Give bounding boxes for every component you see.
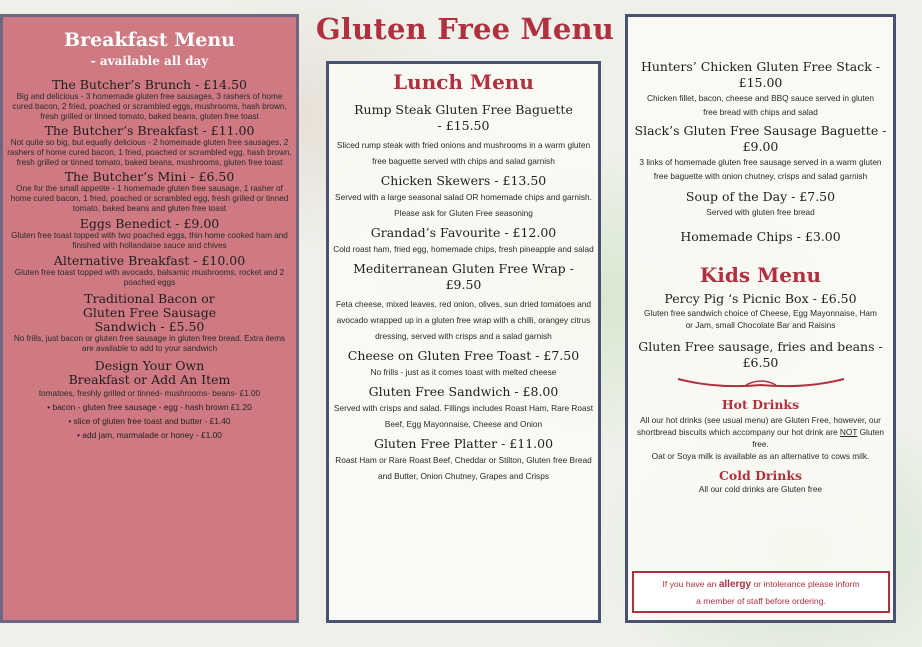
cold-drinks-text: All our cold drinks are Gluten free [698,484,823,494]
breakfast-panel [0,14,299,623]
hot-drinks-text-3: Oat or Soya milk is available as an alternative to cows milk. [651,451,870,461]
menu-item [329,102,598,169]
item-name: Alternative Breakfast - £10.00 [53,253,246,268]
menu-item [3,78,296,122]
item-desc: Big and delicious - 3 homemade gluten free sausages, 3 rashers of home cured bacon, 2 fried, poached or scrambled eggs, mushrooms, hash brown, fresh grilled or tinned tomato, baked beans, gluten free toast [12,92,287,121]
hot-drinks-not: NOT [839,427,858,437]
item-desc: Feta cheese, mixed leaves, red onion, olives, sun dried tomatoes and avocado wrapped up in a gluten free wrap with a chilli, orangey citrus dressing, served with crisps and a salad garnish [335,299,592,341]
item-name: Cheese on Gluten Free Toast - £7.50 [347,348,580,363]
menu-item [3,170,296,214]
cold-drinks-heading: Cold Drinks [718,468,803,483]
item-name: Homemade Chips - £3.00 [680,229,841,244]
menu-item [329,436,598,484]
item-name: Gluten Free Platter - £11.00 [373,436,554,451]
menu-item [3,124,296,168]
item-name: The Butcher’s Mini - £6.50 [64,169,235,184]
allergy-text-2: or intolerance please inform [753,579,860,589]
item-name: Design Your Own Breakfast or Add An Item [68,358,231,387]
item-name: Traditional Bacon or Gluten Free Sausage Sandwich - £5.50 [82,291,217,334]
decorative-swirl [676,375,846,391]
breakfast-heading: Breakfast Menu [64,29,235,51]
lunch-heading: Lunch Menu [393,70,534,94]
menu-item [628,123,893,183]
item-name: Rump Steak Gluten Free Baguette - £15.50 [354,102,573,133]
menu-item [3,292,296,354]
item-desc: No frills, just bacon or gluten free sausage in gluten free bread. Extra items are available to add to your sandwich [13,334,286,353]
hot-drinks-heading: Hot Drinks [721,397,800,412]
allergy-text-3: a member of staff before ordering. [696,596,826,606]
item-name: The Butcher’s Brunch - £14.50 [51,77,248,92]
item-desc: Not quite so big, but equally delicious - 2 homemade gluten free sausages, 2 rashers of home cured bacon, 1 fried, poached or scrambled egg, hash brown, fresh grilled or tinned tomato, baked beans, mushrooms, gluten free toast [7,138,292,167]
item-name: Slack’s Gluten Free Sausage Baguette - £9.00 [634,123,887,154]
item-desc: No frills - just as it comes toast with melted cheese [370,367,557,377]
allergy-text-1: If you have an [662,579,717,589]
item-desc: Served with crisps and salad. Fillings includes Roast Ham, Rare Roast Beef, Egg Mayonnaise, Cheese and Onion [333,403,594,429]
hot-drinks-text-1: All our hot drinks (see usual menu) are Gluten Free, however, our shortbread biscuits which accompany our hot drink are [636,415,881,437]
lunch-panel [326,61,601,623]
item-desc: One for the small appetite - 1 homemade gluten free sausage, 1 rasher of home cured bacon, 1 fried, poached or scrambled egg, fresh grilled or tinned tomato, baked beans and gluten free toast [10,184,289,213]
item-desc: Cold roast ham, fried egg, homemade chips, fresh pineapple and salad [333,244,594,254]
extra-item: • slice of gluten free toast and butter - £1.40 [68,416,231,426]
menu-item [329,261,598,344]
item-name: Soup of the Day - £7.50 [685,189,836,204]
menu-item [329,173,598,221]
menu-item [3,359,296,399]
menu-item [329,348,598,380]
item-desc: Chicken fillet, bacon, cheese and BBQ sauce served in gluten free bread with chips and salad [647,93,874,117]
item-desc: Roast Ham or Rare Roast Beef, Cheddar or Stilton, Gluten free Bread and Butter, Onion Chutney, Grapes and Crisps [335,455,592,481]
item-desc: 3 links of homemade gluten free sausage served in a warm gluten free baguette with onion chutney, crisps and salad garnish [639,157,882,181]
menu-item [628,189,893,219]
menu-item [628,59,893,119]
breakfast-subheading: - available all day [90,54,209,68]
item-name: Chicken Skewers - £13.50 [380,173,547,188]
page-title: Gluten Free Menu [315,12,615,46]
right-panel [625,14,896,623]
hot-drinks-text-2: Gluten free. [752,427,885,449]
menu-item [628,229,893,245]
item-desc: tomatoes, freshly grilled or tinned- mushrooms- beans- £1.00 [38,389,261,398]
item-name: Mediterranean Gluten Free Wrap - £9.50 [353,261,574,292]
item-name: Grandad’s Favourite - £12.00 [370,225,557,240]
item-desc: Gluten free toast topped with avocado, balsamic mushrooms, rocket and 2 poached eggs [14,268,285,287]
menu-item [628,339,893,371]
menu-item [628,291,893,331]
allergy-word: allergy [718,579,752,590]
menu-item [3,254,296,288]
item-name: Gluten Free Sandwich - £8.00 [368,384,559,399]
item-name: Eggs Benedict - £9.00 [79,216,220,231]
extra-item: • bacon - gluten free sausage - egg - hash brown £1.20 [47,402,252,412]
menu-item [3,217,296,251]
item-desc: Served with a large seasonal salad OR homemade chips and garnish. Please ask for Gluten Free seasoning [335,192,592,218]
item-desc: Gluten free toast topped with two poached eggs, thin home cooked ham and finished with hollandaise sauce and chives [11,231,288,250]
item-desc: Sliced rump steak with fried onions and mushrooms in a warm gluten free baguette served with chips and salad garnish [336,140,591,166]
hot-drinks-text [628,414,893,462]
item-name: Hunters’ Chicken Gluten Free Stack - £15.00 [640,59,881,90]
kids-heading: Kids Menu [699,263,822,287]
extra-item: • add jam, marmalade or honey - £1.00 [77,430,222,440]
allergy-notice [632,571,890,613]
item-name: The Butcher’s Breakfast - £11.00 [44,123,255,138]
menu-item [329,225,598,257]
item-name: Gluten Free sausage, fries and beans - £6.50 [638,339,883,370]
item-desc: Gluten free sandwich choice of Cheese, Egg Mayonnaise, Ham or Jam, small Chocolate Bar and Raisins [644,308,877,330]
item-name: Percy Pig ‘s Picnic Box - £6.50 [664,291,857,306]
item-desc: Served with gluten free bread [706,207,815,217]
menu-item [329,384,598,432]
